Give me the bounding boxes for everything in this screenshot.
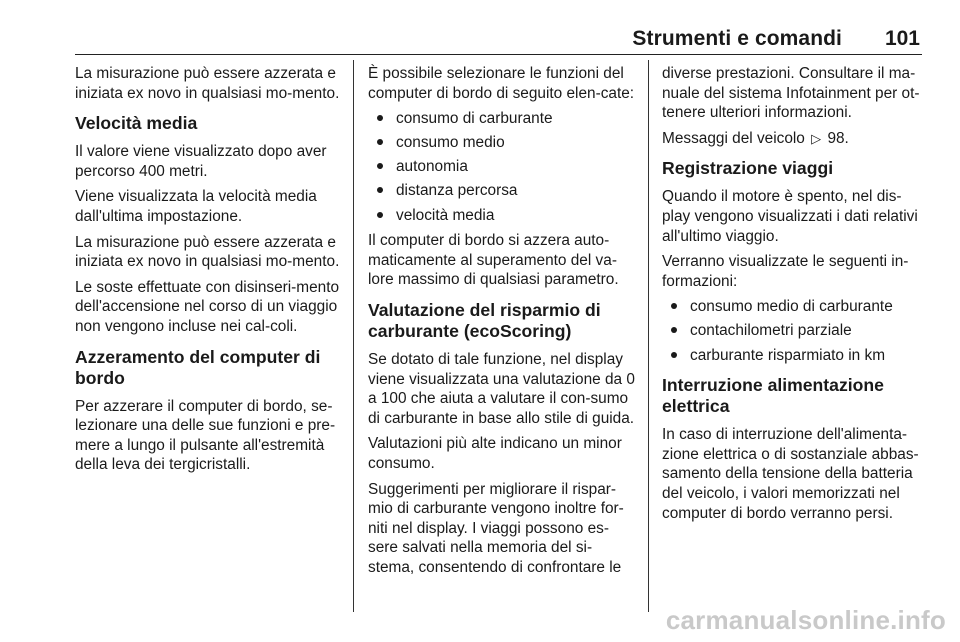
bullet-icon: [671, 327, 677, 333]
list-item: consumo medio: [368, 133, 636, 153]
list-item: contachilometri parziale: [662, 321, 928, 341]
bullet-icon: [377, 163, 383, 169]
watermark: carmanualsonline.info: [665, 605, 946, 635]
paragraph: diverse prestazioni. Consultare il ma-nuale del sistema Infotainment per ot-tenere ulteriori informazioni.: [662, 65, 920, 122]
list-item: autonomia: [368, 157, 636, 177]
heading-azzeramento: Azzeramento del computer di bordo: [75, 346, 321, 388]
paragraph: Le soste effettuate con disinseri-mento dell'accensione nel corso di un viaggio non vengono incluse nei cal-coli.: [75, 278, 340, 335]
bullet-icon: [671, 303, 677, 309]
paragraph: Valutazioni più alte indicano un minor consumo.: [368, 435, 622, 472]
paragraph: In caso di interruzione dell'alimenta-zione elettrica o di sostanziale abbas-samento della tensione della batteria del veicolo, i valori memorizzati nel computer di bordo verranno persi.: [662, 426, 919, 522]
section-title: Strumenti e comandi: [632, 27, 842, 50]
paragraph: Per azzerare il computer di bordo, se-lezionare una delle sue funzioni e pre-mere a lungo il pulsante all'estremità della leva dei tergicristalli.: [75, 397, 336, 474]
trip-info-list: [662, 297, 928, 365]
paragraph: La misurazione può essere azzerata e iniziata ex novo in qualsiasi mo-mento.: [75, 233, 340, 271]
heading-interruzione-alimentazione: Interruzione alimentazione elettrica: [662, 375, 884, 417]
heading-registrazione-viaggi: Registrazione viaggi: [662, 158, 834, 179]
paragraph: Suggerimenti per migliorare il rispar-mio di carburante vengono inoltre for-niti nel display. I viaggi possono es-sere salvati nella memoria del si-stema, consentendo di confrontare le: [368, 480, 624, 576]
paragraph: Il computer di bordo si azzera auto-maticamente al superamento del va-lore massimo di qualsiasi parametro.: [368, 232, 619, 289]
list-item: velocità media: [368, 206, 636, 226]
bullet-icon: [377, 115, 383, 121]
bullet-icon: [671, 352, 677, 358]
heading-velocita-media: Velocità media: [75, 113, 198, 134]
paragraph: Quando il motore è spento, nel dis-play vengono visualizzati i dati relativi all'ultimo viaggio.: [662, 188, 918, 245]
paragraph: Verranno visualizzate le seguenti in-formazioni:: [662, 253, 909, 290]
bullet-icon: [377, 139, 383, 145]
column-divider: [648, 60, 649, 612]
page-number: 101: [884, 27, 920, 50]
column-right: [662, 64, 928, 529]
list-item: consumo medio di carburante: [662, 297, 928, 317]
list-item: carburante risparmiato in km: [662, 346, 928, 366]
paragraph: Il valore viene visualizzato dopo aver percorso 400 metri.: [75, 143, 327, 180]
page-header: [75, 26, 922, 55]
paragraph: Se dotato di tale funzione, nel display viene visualizzata una valutazione da 0 a 100 che aiuta a valutare il con-sumo di carburante in base allo stile di guida.: [368, 350, 635, 427]
paragraph: È possibile selezionare le funzioni del computer di bordo di seguito elen-cate:: [368, 65, 635, 102]
paragraph: Viene visualizzata la velocità media dall'ultima impostazione.: [75, 188, 317, 225]
bullet-icon: [377, 187, 383, 193]
heading-ecoscoring: Valutazione del risparmio di carburante (ecoScoring): [368, 299, 601, 341]
page-reference-arrow-icon: ▷: [811, 130, 822, 146]
paragraph: La misurazione può essere azzerata e iniziata ex novo in qualsiasi mo-mento.: [75, 65, 340, 102]
bullet-icon: [377, 212, 383, 218]
column-divider: [353, 60, 354, 612]
list-item: distanza percorsa: [368, 181, 636, 201]
cross-reference: Messaggi del veicolo ▷ 98.: [662, 129, 849, 147]
column-left: [75, 64, 341, 481]
list-item: consumo di carburante: [368, 109, 636, 129]
column-middle: [368, 64, 636, 583]
function-list: [368, 109, 636, 225]
